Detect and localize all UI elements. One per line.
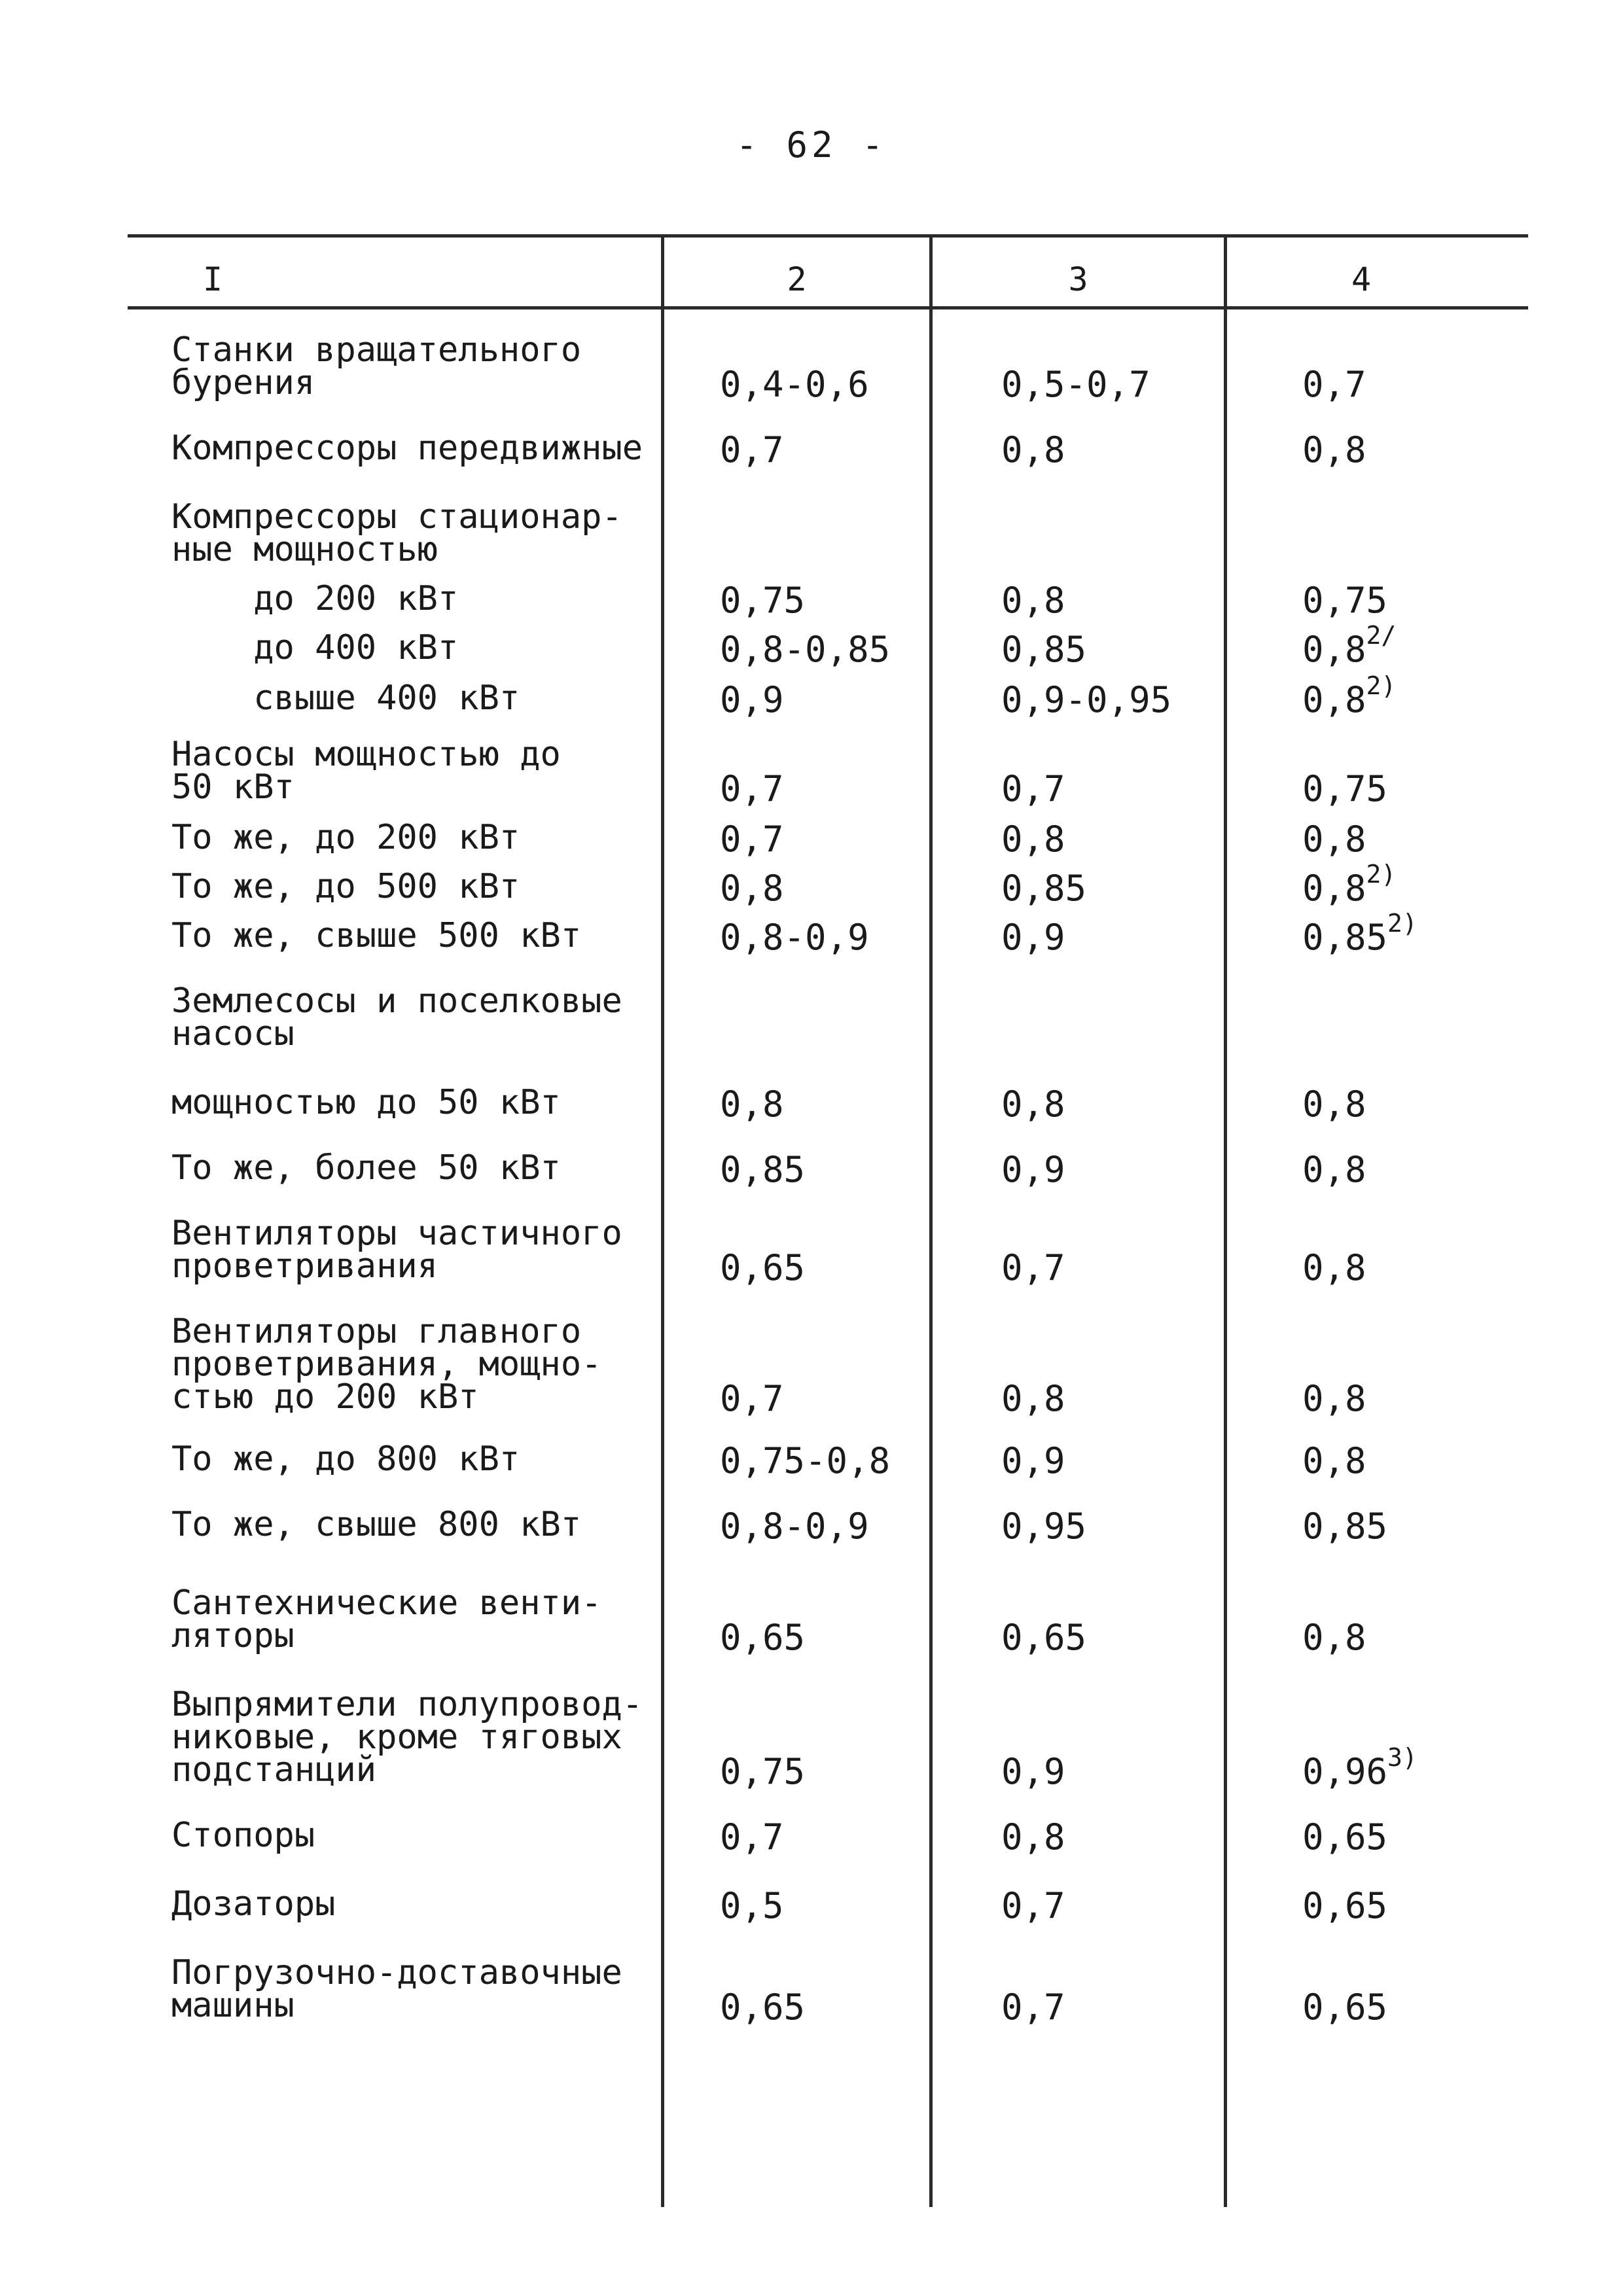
cell-value: 0,8 — [1302, 1247, 1366, 1288]
cell-value: 0,65 — [720, 1247, 806, 1288]
header-col-4: 4 — [1351, 260, 1372, 298]
row-label: Землесосы и поселковые насосы — [171, 981, 622, 1053]
cell-value: 0,9 — [1001, 1149, 1065, 1190]
row-label: То же, свыше 500 кВт — [171, 916, 582, 955]
row-label: Сантехнические венти- ляторы — [171, 1583, 602, 1655]
row-label: То же, более 50 кВт — [171, 1148, 561, 1188]
cell-value: 0,9 — [1001, 1751, 1065, 1792]
cell-c2 — [720, 629, 890, 670]
cell-c2 — [720, 1506, 869, 1547]
cell-value: 0,8 — [720, 1084, 784, 1125]
cell-c3 — [1001, 1816, 1065, 1858]
cell-value: 0,8-0,9 — [720, 917, 869, 958]
cell-c3 — [1001, 364, 1150, 405]
cell-c3 — [1001, 429, 1065, 470]
cell-c2 — [720, 1816, 784, 1858]
row-label: Компрессоры стационар- ные мощностью — [171, 497, 622, 569]
cell-c4 — [1302, 909, 1418, 958]
cell-c3 — [1001, 768, 1065, 809]
cell-c3 — [1001, 679, 1171, 720]
cell-c3 — [1001, 580, 1065, 621]
cell-value: 0,8 — [1302, 429, 1366, 470]
cell-value: 0,75 — [1302, 768, 1388, 809]
footnote-mark: 2) — [1366, 671, 1397, 700]
cell-c3 — [1001, 1440, 1065, 1481]
cell-value: 0,9-0,95 — [1001, 679, 1172, 720]
cell-c2 — [720, 768, 784, 809]
column-divider — [661, 234, 664, 2207]
table-top-rule — [128, 234, 1528, 238]
cell-value: 0,5 — [720, 1885, 784, 1926]
table-header-rule — [128, 306, 1528, 309]
cell-value: 0,65 — [720, 1617, 806, 1658]
cell-value: 0,85 — [1001, 868, 1087, 909]
cell-c4 — [1302, 1885, 1387, 1926]
cell-value: 0,75 — [720, 580, 806, 621]
cell-c2 — [720, 429, 784, 470]
cell-value: 0,8 — [1001, 1378, 1065, 1419]
cell-value: 0,8 — [1302, 1617, 1366, 1658]
column-divider — [929, 234, 933, 2207]
cell-value: 0,7 — [1001, 1987, 1065, 2028]
cell-value: 0,8 — [1302, 1378, 1366, 1419]
cell-c3 — [1001, 1149, 1065, 1190]
cell-c4 — [1302, 1816, 1387, 1858]
cell-c4 — [1302, 1149, 1366, 1190]
cell-c3 — [1001, 1084, 1065, 1125]
cell-value: 0,65 — [1302, 1816, 1388, 1858]
cell-c2 — [720, 1378, 784, 1419]
cell-value: 0,8 — [1302, 819, 1366, 860]
cell-c3 — [1001, 1506, 1086, 1547]
cell-value: 0,8 — [1302, 1084, 1366, 1125]
cell-value: 0,75 — [1302, 580, 1388, 621]
cell-c2 — [720, 1247, 805, 1288]
cell-value: 0,8 — [1302, 868, 1366, 909]
row-label: То же, свыше 800 кВт — [171, 1505, 582, 1544]
cell-value: 0,7 — [720, 1816, 784, 1858]
cell-c3 — [1001, 1617, 1086, 1658]
header-col-3: 3 — [1068, 260, 1088, 298]
cell-c2 — [720, 1885, 784, 1926]
cell-value: 0,8 — [1001, 819, 1065, 860]
page-number: - 62 - — [736, 124, 887, 166]
cell-c3 — [1001, 1987, 1065, 2028]
row-label: То же, до 500 кВт — [171, 867, 520, 906]
cell-value: 0,8 — [1001, 1816, 1065, 1858]
column-divider — [1224, 234, 1227, 2207]
footnote-mark: 2/ — [1366, 621, 1397, 650]
cell-value: 0,85 — [1302, 917, 1388, 958]
cell-c4 — [1302, 1084, 1366, 1125]
cell-value: 0,9 — [1001, 917, 1065, 958]
cell-value: 0,8 — [1302, 679, 1366, 720]
row-label: Погрузочно-доставочные машины — [171, 1953, 622, 2025]
cell-value: 0,96 — [1302, 1751, 1388, 1792]
row-label: Вентиляторы главного проветривания, мощно- стью до 200 кВт — [171, 1312, 602, 1417]
cell-value: 0,8 — [1302, 629, 1366, 670]
cell-value: 0,8-0,85 — [720, 629, 891, 670]
cell-c2 — [720, 1440, 890, 1481]
cell-value: 0,95 — [1001, 1506, 1087, 1547]
cell-c3 — [1001, 868, 1086, 909]
cell-value: 0,7 — [1001, 1885, 1065, 1926]
cell-c4 — [1302, 860, 1397, 909]
cell-value: 0,7 — [1302, 364, 1366, 405]
row-label: То же, до 800 кВт — [171, 1439, 520, 1479]
cell-c4 — [1302, 580, 1387, 621]
footnote-mark: 2) — [1366, 860, 1397, 889]
cell-value: 0,75 — [720, 1751, 806, 1792]
cell-value: 0,8 — [1001, 1084, 1065, 1125]
cell-c4 — [1302, 819, 1366, 860]
row-label: То же, до 200 кВт — [171, 818, 520, 857]
row-label: до 400 кВт — [171, 628, 459, 667]
cell-c4 — [1302, 1617, 1366, 1658]
cell-value: 0,5-0,7 — [1001, 364, 1150, 405]
footnote-mark: 2) — [1387, 909, 1418, 938]
cell-value: 0,8 — [1001, 429, 1065, 470]
cell-c3 — [1001, 629, 1086, 670]
cell-c4 — [1302, 1743, 1418, 1792]
cell-c3 — [1001, 917, 1065, 958]
cell-value: 0,9 — [720, 679, 784, 720]
cell-value: 0,7 — [720, 1378, 784, 1419]
cell-value: 0,4-0,6 — [720, 364, 869, 405]
cell-value: 0,85 — [1001, 629, 1087, 670]
cell-c2 — [720, 1751, 805, 1792]
cell-c2 — [720, 580, 805, 621]
row-label: Дозаторы — [171, 1884, 336, 1924]
header-col-2: 2 — [787, 260, 807, 298]
cell-value: 0,65 — [1302, 1885, 1388, 1926]
cell-value: 0,8-0,9 — [720, 1506, 869, 1547]
cell-value: 0,7 — [1001, 1247, 1065, 1288]
cell-c3 — [1001, 1751, 1065, 1792]
cell-c4 — [1302, 1987, 1387, 2028]
cell-c4 — [1302, 429, 1366, 470]
cell-c2 — [720, 917, 869, 958]
cell-c2 — [720, 1617, 805, 1658]
cell-value: 0,8 — [1001, 580, 1065, 621]
cell-value: 0,7 — [720, 429, 784, 470]
cell-value: 0,75-0,8 — [720, 1440, 891, 1481]
cell-c2 — [720, 1149, 805, 1190]
row-label: Станки вращательного бурения — [171, 330, 582, 402]
row-label: до 200 кВт — [171, 579, 459, 618]
header-col-1: I — [202, 260, 223, 298]
cell-c2 — [720, 364, 869, 405]
cell-value: 0,7 — [1001, 768, 1065, 809]
cell-c2 — [720, 1084, 784, 1125]
cell-value: 0,65 — [720, 1987, 806, 2028]
cell-c3 — [1001, 1247, 1065, 1288]
row-label: Насосы мощностью до 50 кВт — [171, 735, 561, 807]
cell-value: 0,7 — [720, 819, 784, 860]
cell-c4 — [1302, 1506, 1387, 1547]
cell-c2 — [720, 819, 784, 860]
row-label: мощностью до 50 кВт — [171, 1083, 561, 1122]
cell-value: 0,8 — [1302, 1440, 1366, 1481]
cell-value: 0,8 — [1302, 1149, 1366, 1190]
cell-c4 — [1302, 768, 1387, 809]
row-label: Выпрямители полупровод- никовые, кроме тяговых подстанций — [171, 1685, 643, 1790]
cell-c3 — [1001, 1885, 1065, 1926]
cell-value: 0,9 — [1001, 1440, 1065, 1481]
cell-value: 0,7 — [720, 768, 784, 809]
cell-value: 0,8 — [720, 868, 784, 909]
cell-c3 — [1001, 819, 1065, 860]
cell-c4 — [1302, 1247, 1366, 1288]
row-label: Стопоры — [171, 1816, 315, 1855]
cell-value: 0,65 — [1001, 1617, 1087, 1658]
cell-c4 — [1302, 364, 1366, 405]
cell-value: 0,65 — [1302, 1987, 1388, 2028]
row-label: Вентиляторы частичного проветривания — [171, 1214, 622, 1286]
cell-c2 — [720, 1987, 805, 2028]
cell-c3 — [1001, 1378, 1065, 1419]
cell-c4 — [1302, 1440, 1366, 1481]
row-label: свыше 400 кВт — [171, 679, 520, 718]
cell-c4 — [1302, 621, 1397, 670]
cell-c2 — [720, 679, 784, 720]
cell-c2 — [720, 868, 784, 909]
cell-c4 — [1302, 1378, 1366, 1419]
row-label: Компрессоры передвижные — [171, 429, 643, 468]
footnote-mark: 3) — [1387, 1743, 1418, 1772]
cell-c4 — [1302, 671, 1397, 720]
cell-value: 0,85 — [720, 1149, 806, 1190]
cell-value: 0,85 — [1302, 1506, 1388, 1547]
